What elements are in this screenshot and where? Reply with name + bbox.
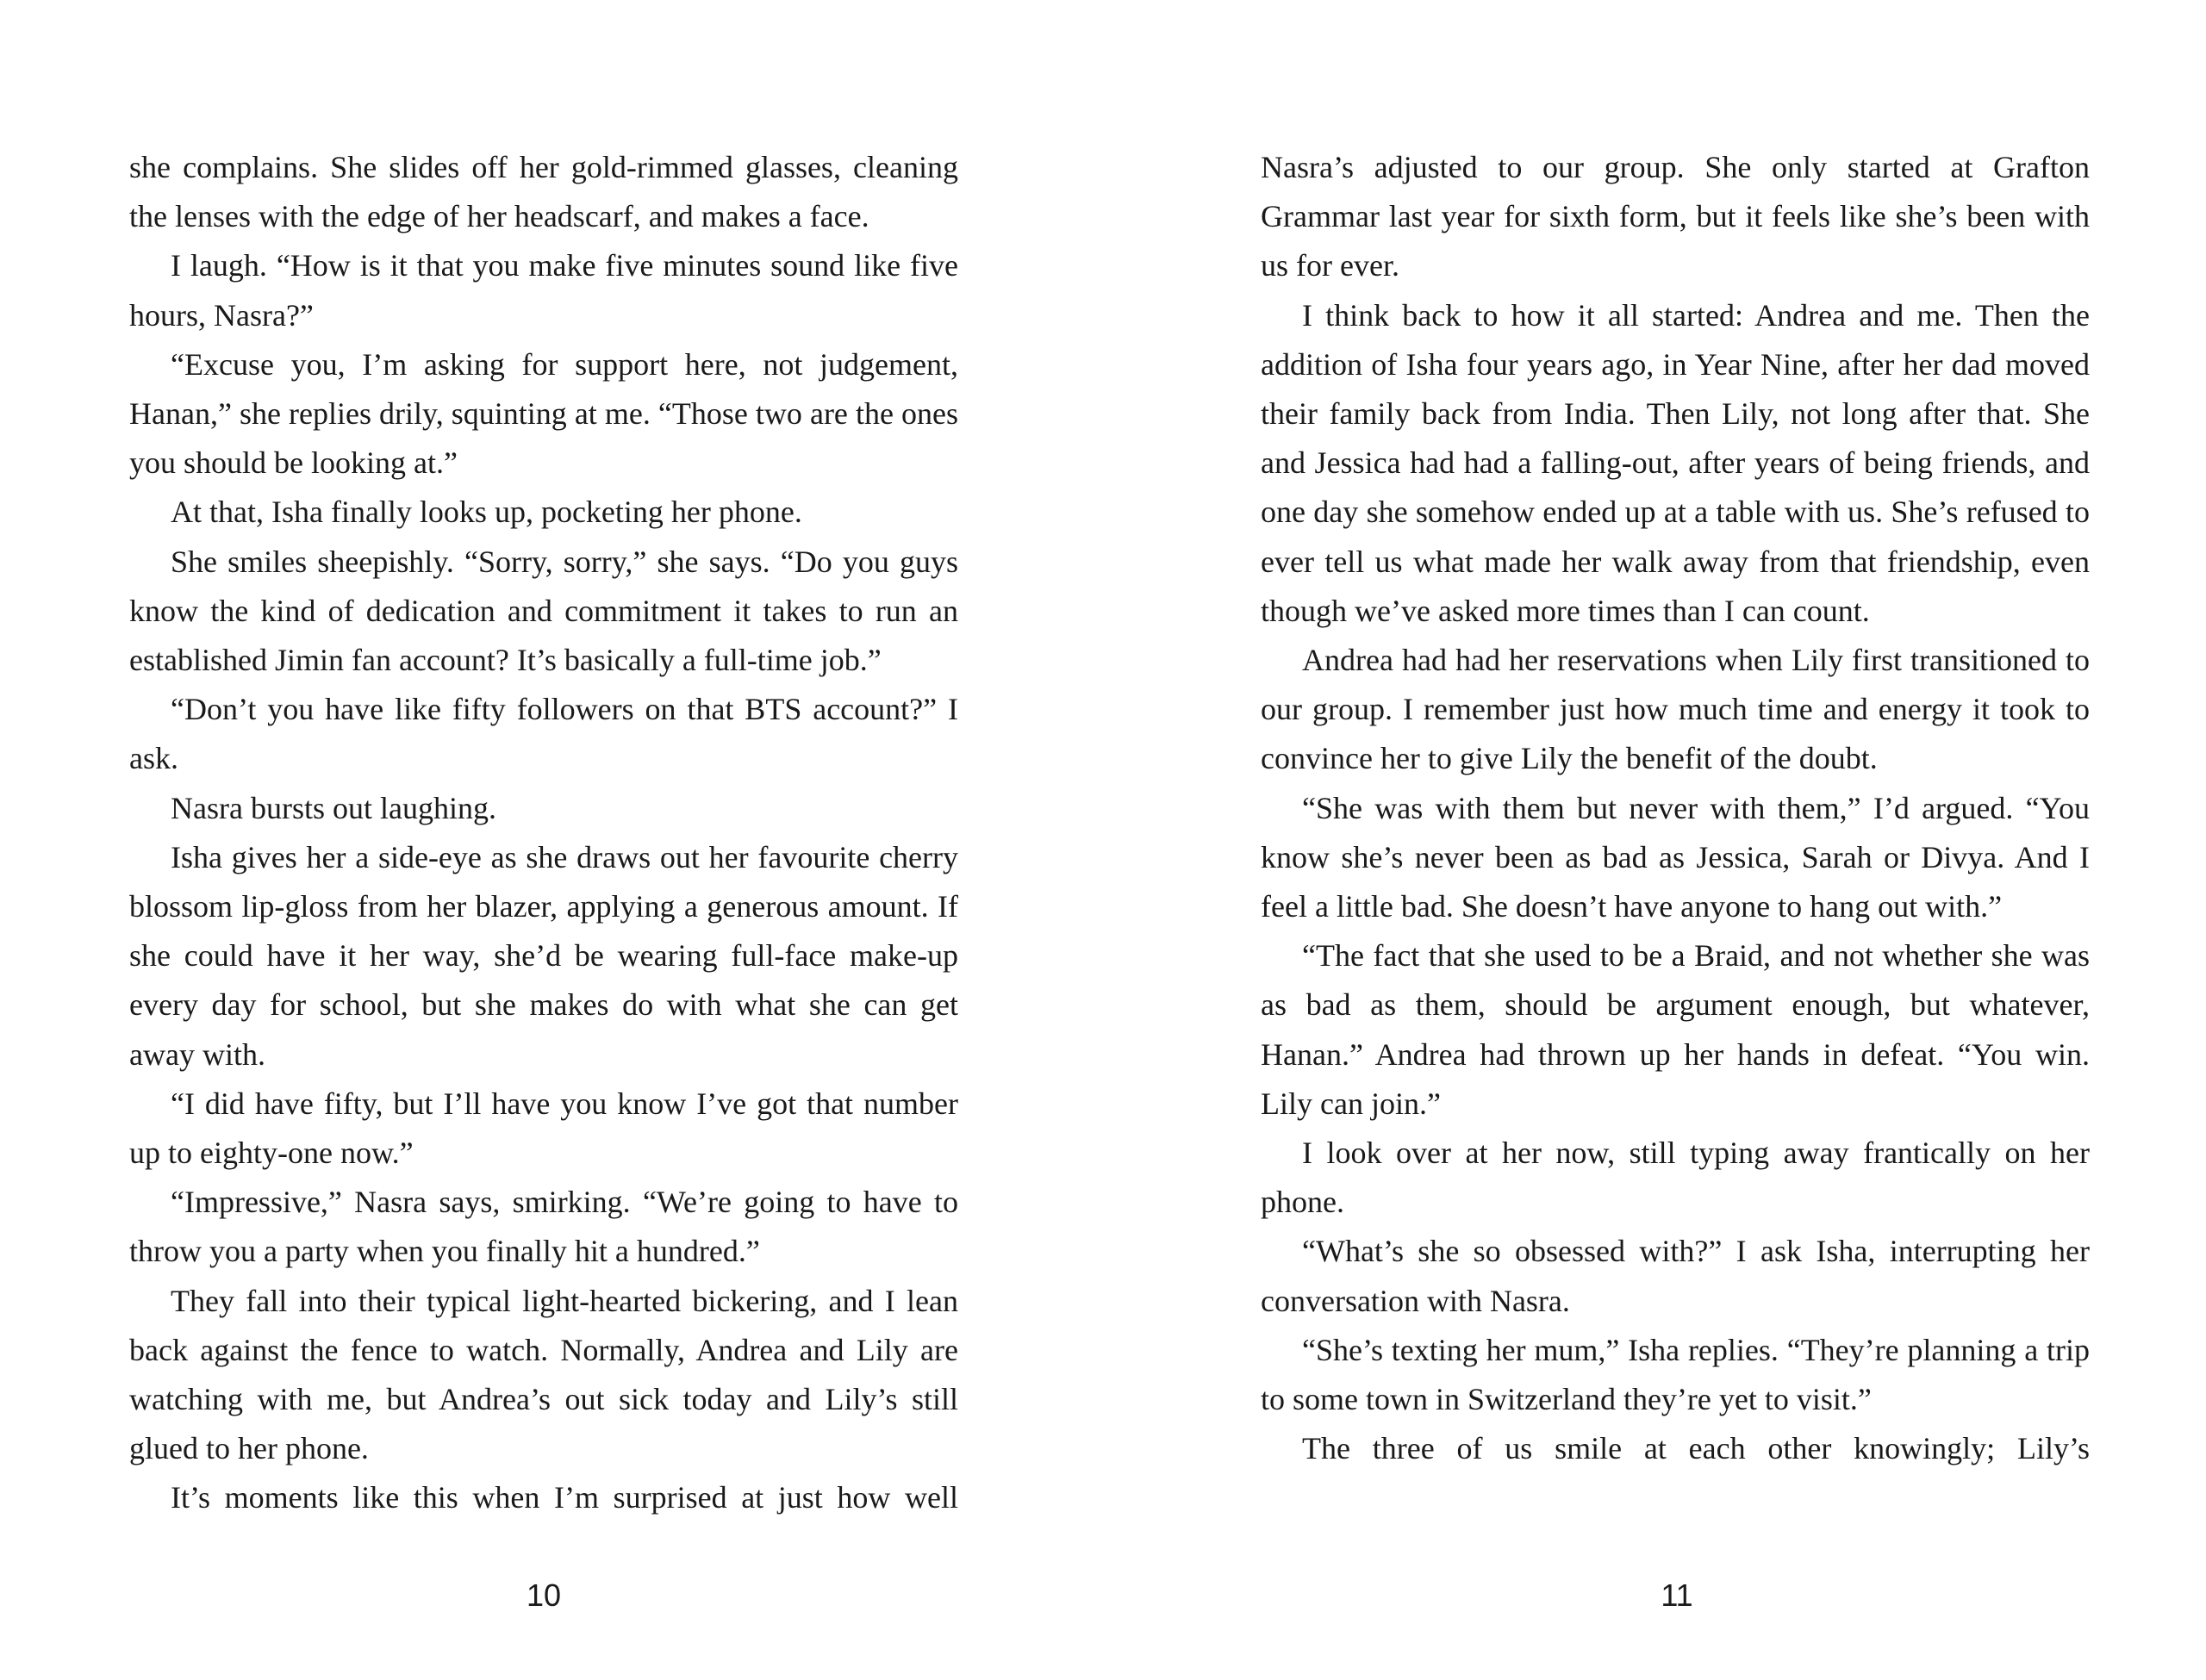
paragraph: I look over at her now, still typing away frantically on her phone. [1261,1136,2090,1220]
paragraph: They fall into their typical light-hearted bickering, and I lean back against the fence to watch. Normally, Andrea and Lily are watching with me, but Andrea’s out sick today and Lily’s still glued to her phone. [129,1283,958,1466]
paragraph: “I did have fifty, but I’ll have you know I’ve got that number up to eighty-one now.” [129,1086,958,1171]
paragraph: At that, Isha finally looks up, pocketing her phone. [171,495,802,530]
paragraph: Isha gives her a side-eye as she draws out her favourite cherry blossom lip-gloss from her blazer, applying a generous amount. If she could have it her way, she’d be wearing full-face make-up every day for school, but she makes do with what she can get away with. [129,839,958,1072]
paragraph: “What’s she so obsessed with?” I ask Isha, interrupting her conversation with Nasra. [1261,1234,2090,1318]
page-number: 11 [1661,1577,1693,1613]
paragraph: Nasra’s adjusted to our group. She only started at Grafton Grammar last year for sixth form, but it feels like she’s been with us for ever. [1261,150,2090,283]
paragraph: Nasra bursts out laughing. [171,790,496,825]
left-page-text [129,143,958,1523]
paragraph: Andrea had had her reservations when Lily first transitioned to our group. I remember just how much time and energy it took to convince her to give Lily the benefit of the doubt. [1261,643,2090,776]
paragraph: “Excuse you, I’m asking for support here, not judgement, Hanan,” she replies drily, squinting at me. “Those two are the ones you should be looking at.” [129,346,958,481]
paragraph: The three of us smile at each other knowingly; Lily’s [1302,1431,2090,1466]
paragraph: “Impressive,” Nasra says, smirking. “We’re going to have to throw you a party when you finally hit a hundred.” [129,1185,958,1269]
paragraph: I laugh. “How is it that you make five minutes sound like five hours, Nasra?” [129,248,958,333]
paragraph: “She’s texting her mum,” Isha replies. “They’re planning a trip to some town in Switzerland they’re yet to visit.” [1261,1332,2090,1417]
paragraph: It’s moments like this when I’m surprised at just how well [171,1480,958,1515]
right-page-text [1261,143,2090,1473]
paragraph: She smiles sheepishly. “Sorry, sorry,” she says. “Do you guys know the kind of dedication and commitment it takes to run an established Jimin fan account? It’s basically a full-time job.” [129,544,958,678]
paragraph: “Don’t you have like fifty followers on that BTS account?” I ask. [129,692,958,776]
right-page [1103,0,2206,1680]
paragraph: I think back to how it all started: Andrea and me. Then the addition of Isha four years ago, in Year Nine, after her dad moved their family back from India. Then Lily, not long after that. She and Jessica had had a falling-out, after years of being friends, and one day she somehow ended up at a table with us. She’s refused to ever tell us what made her walk away from that friendship, even though we’ve asked more times than I can count. [1261,297,2090,628]
paragraph: “She was with them but never with them,” I’d argued. “You know she’s never been as bad as Jessica, Sarah or Divya. And I feel a little bad. She doesn’t have anyone to hang out with.” [1261,790,2090,924]
paragraph: she complains. She slides off her gold-rimmed glasses, cleaning the lenses with the edge of her headscarf, and makes a face. [129,150,958,234]
paragraph: “The fact that she used to be a Braid, and not whether she was as bad as them, should be argument enough, but whatever, Hanan.” Andrea had thrown up her hands in defeat. “You win. Lily can join.” [1261,938,2090,1121]
page-number: 10 [526,1577,562,1613]
